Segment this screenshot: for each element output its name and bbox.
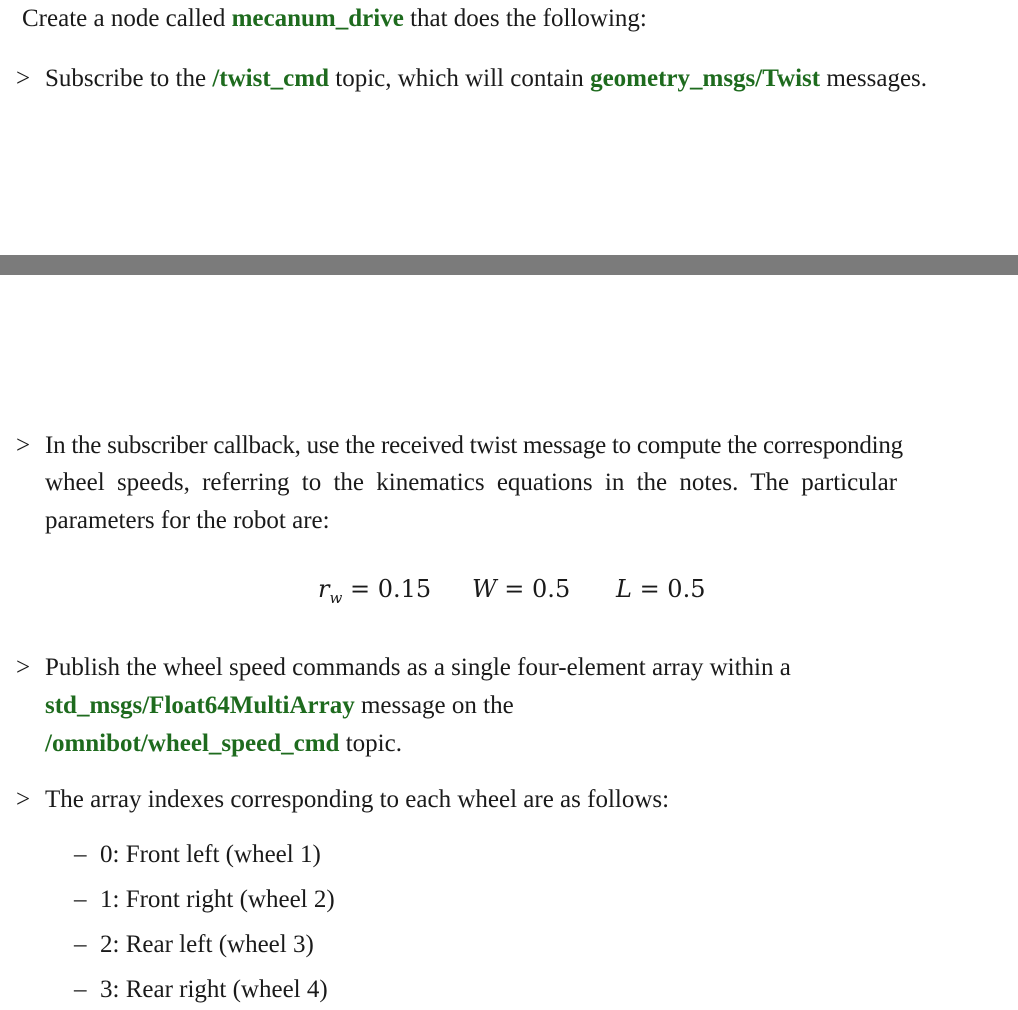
l-value: = 0.5 — [631, 575, 706, 603]
bullet-1-text — [45, 64, 927, 94]
w-value: = 0.5 — [496, 575, 571, 603]
bullet-marker-3: > — [16, 654, 31, 681]
bullet-2-line-2: wheel speeds, referring to the kinematics equations in the notes. The particular — [45, 469, 898, 496]
rw-symbol: r — [318, 575, 330, 603]
wheel-index-3: 3: Rear right (wheel 4) — [100, 976, 328, 1003]
param-rw — [318, 574, 431, 613]
wheel-index-0: 0: Front left (wheel 1) — [100, 841, 321, 868]
bullet-2-line-1: In the subscriber callback, use the received twist message to compute the corresponding — [45, 432, 903, 459]
bullet-marker-4: > — [16, 786, 31, 813]
rw-subscript: w — [329, 588, 343, 607]
intro-line — [22, 4, 647, 34]
bullet-2-line-3: parameters for the robot are: — [45, 507, 330, 534]
w-symbol: W — [472, 575, 497, 603]
dash-marker-1: – — [74, 886, 87, 913]
l-symbol: L — [616, 575, 632, 603]
rw-value: = 0.15 — [342, 575, 432, 603]
bullet-3-line-2 — [45, 691, 514, 721]
wheel-speed-topic: /omnibot/wheel_speed_cmd — [45, 730, 340, 757]
bullet-1-part-2: topic, which will contain — [329, 65, 591, 92]
dash-marker-0: – — [74, 841, 87, 868]
dash-marker-3: – — [74, 976, 87, 1003]
wheel-index-2: 2: Rear left (wheel 3) — [100, 931, 314, 958]
bullet-3-line-1: Publish the wheel speed commands as a single four-element array within a — [45, 654, 791, 681]
bullet-3-part-3: topic. — [339, 730, 402, 757]
bullet-4-text: The array indexes corresponding to each wheel are as follows: — [45, 786, 670, 813]
bullet-1-part-3: messages. — [820, 65, 928, 92]
float64-msg-type: std_msgs/Float64MultiArray — [45, 692, 355, 719]
bullet-3-part-2: message on the — [354, 692, 514, 719]
twist-msg-type: geometry_msgs/Twist — [590, 65, 821, 92]
twist-cmd-topic: /twist_cmd — [212, 65, 329, 92]
bullet-3-line-3 — [45, 729, 402, 759]
intro-prefix: Create a node called — [22, 5, 232, 32]
param-w — [472, 574, 570, 604]
page-divider — [0, 255, 1018, 275]
dash-marker-2: – — [74, 931, 87, 958]
node-name: mecanum_drive — [231, 5, 404, 32]
param-l — [616, 574, 705, 604]
bullet-marker-1: > — [16, 65, 31, 92]
bullet-marker-2: > — [16, 432, 31, 459]
intro-suffix: that does the following: — [403, 5, 647, 32]
wheel-index-1: 1: Front right (wheel 2) — [100, 886, 335, 913]
bullet-1-part-1: Subscribe to the — [45, 65, 213, 92]
